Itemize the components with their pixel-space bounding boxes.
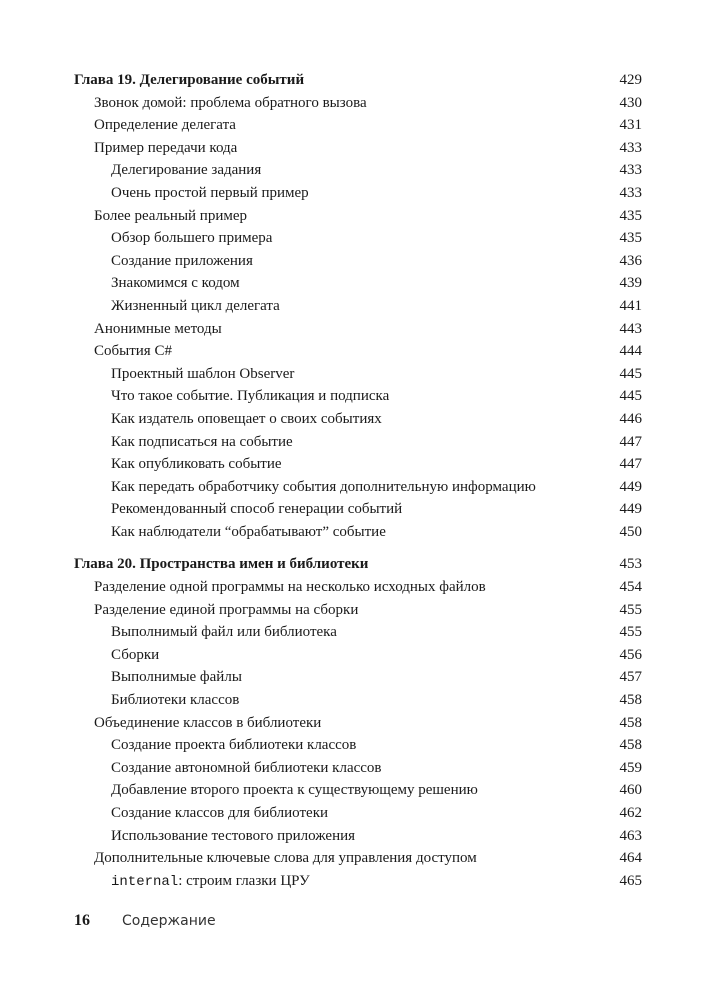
page-number: 445 xyxy=(619,365,642,382)
toc-entry-title: Выполнимые файлы xyxy=(111,669,242,686)
toc-entry xyxy=(74,621,642,644)
table-of-contents xyxy=(74,69,642,892)
page-number: 462 xyxy=(619,805,642,821)
toc-entry-title: Разделение одной программы на несколько исходных файлов xyxy=(94,579,486,596)
toc-entry-title: Определение делегата xyxy=(94,117,236,134)
toc-entry xyxy=(74,498,642,521)
page-number: 431 xyxy=(619,117,642,134)
footer-label: Содержание xyxy=(122,913,216,929)
toc-entry xyxy=(74,318,642,341)
page-number: 435 xyxy=(619,230,642,247)
toc-entry-title: Более реальный пример xyxy=(94,207,248,224)
toc-entry-title: Создание автономной библиотеки классов xyxy=(111,759,382,776)
toc-entry-title: Использование тестового приложения xyxy=(111,827,356,844)
toc-entry xyxy=(74,712,642,735)
page-number: 443 xyxy=(619,320,642,337)
page-number: 459 xyxy=(619,759,642,776)
toc-entry xyxy=(74,666,642,689)
toc-entry-title: Пример передачи кода xyxy=(94,139,238,156)
toc-entry-title: Библиотеки классов xyxy=(111,692,240,709)
page-number: 446 xyxy=(619,410,642,427)
code-keyword: internal xyxy=(111,873,179,890)
toc-entry-title: Как издатель оповещает о своих событиях xyxy=(111,410,382,427)
toc-entry-title: Проектный шаблон Observer xyxy=(111,365,295,382)
toc-entry-title: Очень простой первый пример xyxy=(111,184,309,201)
chapter-title: Глава 19. Делегирование событий xyxy=(74,72,305,88)
chapter-heading xyxy=(74,69,642,92)
page-number: 435 xyxy=(619,207,642,224)
toc-entry xyxy=(74,576,642,599)
toc-entry-title: Сборки xyxy=(111,646,160,663)
page-number: 429 xyxy=(619,72,642,88)
toc-entry-title: Делегирование задания xyxy=(111,162,262,179)
toc-entry xyxy=(74,521,642,544)
page-number: 455 xyxy=(619,601,642,618)
toc-entry xyxy=(74,363,642,386)
toc-entry xyxy=(74,476,642,499)
toc-entry-title: Что такое событие. Публикация и подписка xyxy=(111,388,390,405)
toc-entry-title: Объединение классов в библиотеки xyxy=(94,714,322,731)
toc-entry-title: Знакомимся с кодом xyxy=(111,275,240,292)
chapter-heading xyxy=(74,553,642,576)
toc-entry-title: Жизненный цикл делегата xyxy=(111,297,280,314)
toc-entry-title: Разделение единой программы на сборки xyxy=(94,601,359,618)
toc-entry xyxy=(74,734,642,757)
toc-entry-title xyxy=(74,870,310,894)
toc-entry xyxy=(74,689,642,712)
toc-entry xyxy=(74,431,642,454)
page-number: 441 xyxy=(619,297,642,314)
toc-entry-title: Создание проекта библиотеки классов xyxy=(111,737,357,754)
toc-entry-title: Как подписаться на событие xyxy=(111,433,293,450)
page-number: 464 xyxy=(619,850,642,867)
toc-entry xyxy=(74,159,642,182)
toc-entry xyxy=(74,137,642,160)
toc-entry xyxy=(74,453,642,476)
toc-entry xyxy=(74,272,642,295)
toc-entry xyxy=(74,114,642,137)
toc-entry xyxy=(74,644,642,667)
toc-entry xyxy=(74,205,642,228)
toc-entry-title: Как наблюдатели “обрабатывают” событие xyxy=(111,523,386,540)
toc-entry-title: Дополнительные ключевые слова для управления доступом xyxy=(94,850,477,867)
page-number: 456 xyxy=(619,646,642,663)
toc-entry xyxy=(74,92,642,115)
toc-entry-title: Добавление второго проекта к существующему решению xyxy=(111,782,478,799)
toc-entry xyxy=(74,295,642,318)
page-number: 430 xyxy=(619,94,642,111)
toc-entry-title: Как опубликовать событие xyxy=(111,456,282,473)
toc-entry-title: Создание классов для библиотеки xyxy=(111,805,329,821)
page-number: 463 xyxy=(619,827,642,844)
page-number: 449 xyxy=(619,501,642,518)
toc-entry xyxy=(74,757,642,780)
toc-entry-text: : строим глазки ЦРУ xyxy=(178,872,310,889)
toc-entry-title: Как передать обработчику события дополнительную информацию xyxy=(111,478,536,495)
page-number: 458 xyxy=(619,714,642,731)
page-number: 433 xyxy=(619,162,642,179)
toc-entry xyxy=(74,340,642,363)
page-number: 457 xyxy=(619,669,642,686)
chapter-entries xyxy=(74,92,642,544)
page-number: 460 xyxy=(619,782,642,799)
chapter-title: Глава 20. Пространства имен и библиотеки xyxy=(74,556,369,573)
page-number: 458 xyxy=(619,692,642,709)
toc-entry-title: Звонок домой: проблема обратного вызова xyxy=(94,94,367,111)
toc-entry xyxy=(74,847,642,870)
toc-entry xyxy=(74,802,642,825)
page-number: 433 xyxy=(619,139,642,156)
page-number: 455 xyxy=(619,624,642,641)
toc-entry xyxy=(74,825,642,848)
page-number: 433 xyxy=(619,184,642,201)
page-number: 445 xyxy=(619,388,642,405)
page-number: 447 xyxy=(619,456,642,473)
toc-entry xyxy=(74,182,642,205)
page-footer xyxy=(74,912,216,930)
page-number: 465 xyxy=(619,872,642,889)
toc-entry xyxy=(74,227,642,250)
toc-entry xyxy=(74,250,642,273)
toc-entry xyxy=(74,870,642,893)
toc-entry-title: События C# xyxy=(94,343,172,360)
toc-entry-title: Создание приложения xyxy=(111,252,253,269)
page-number: 447 xyxy=(619,433,642,450)
toc-entry xyxy=(74,385,642,408)
toc-entry-title: Рекомендованный способ генерации событий xyxy=(111,501,403,518)
page-number: 439 xyxy=(619,275,642,292)
page-number: 454 xyxy=(619,579,642,596)
toc-entry xyxy=(74,408,642,431)
page-number: 458 xyxy=(619,737,642,754)
toc-entry-title: Анонимные методы xyxy=(94,320,222,337)
chapter-entries xyxy=(74,576,642,870)
page-number: 450 xyxy=(619,523,642,540)
footer-page-number: 16 xyxy=(74,912,90,929)
page-number: 436 xyxy=(619,252,642,269)
toc-entry xyxy=(74,599,642,622)
toc-entry-title: Выполнимый файл или библиотека xyxy=(111,624,337,641)
page-number: 453 xyxy=(619,556,642,573)
toc-entry-title: Обзор большего примера xyxy=(111,230,273,247)
page-number: 444 xyxy=(619,343,642,360)
page-number: 449 xyxy=(619,478,642,495)
toc-entry xyxy=(74,779,642,802)
